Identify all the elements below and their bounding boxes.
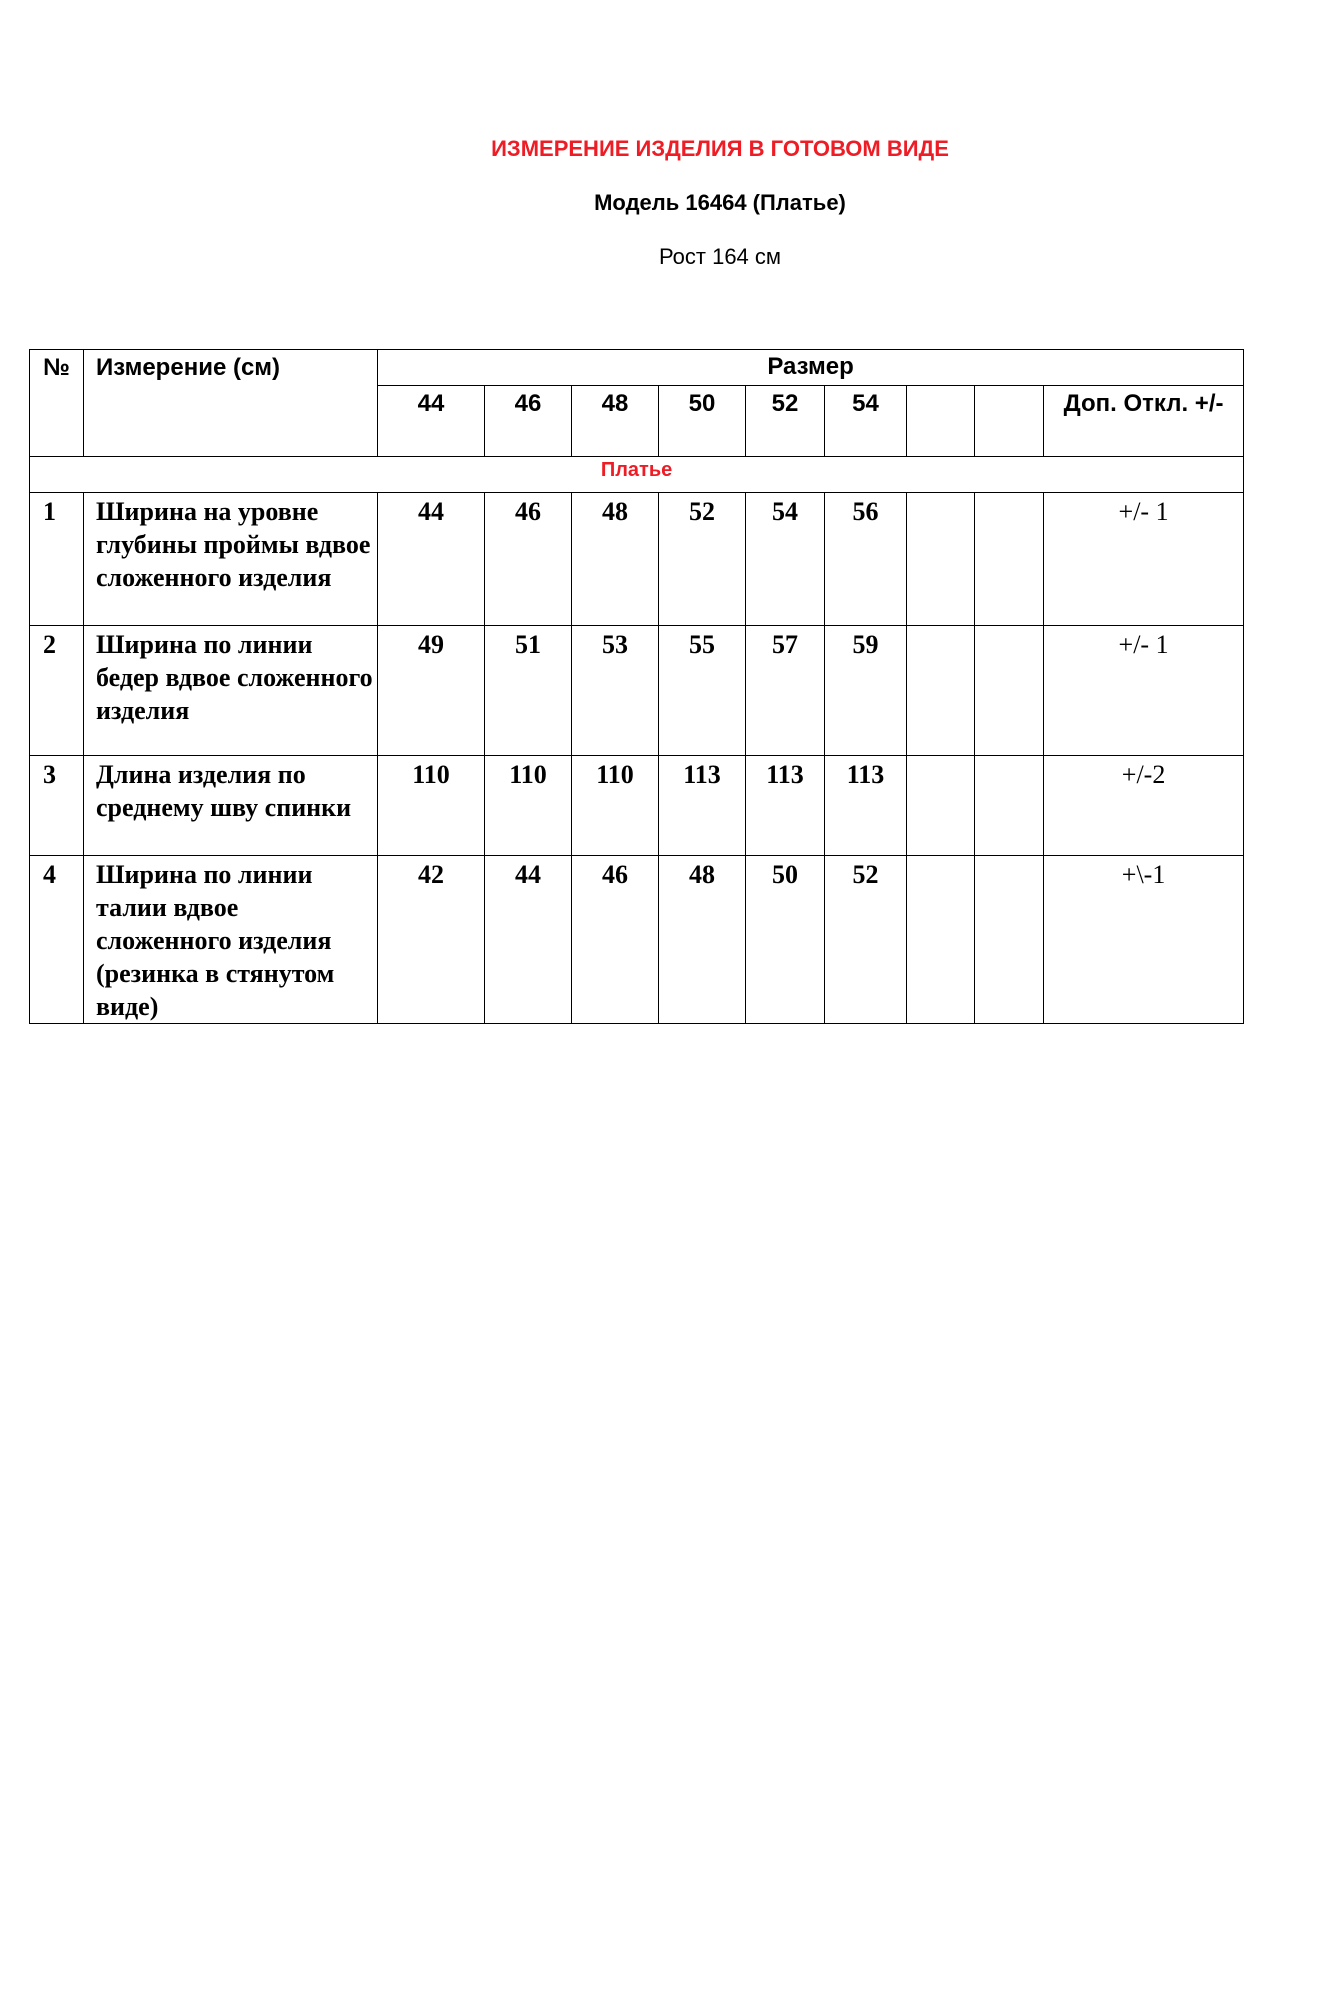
measurement-name: Ширина по линии талии вдвое сложенного изделия (резинка в стянутом виде) [84,856,378,1024]
size-header-cell: 46 [485,386,572,457]
value-cell: 42 [378,856,485,1024]
value-cell: 59 [825,626,907,756]
model-name: Модель 16464 (Платье) [594,190,846,215]
header-row [30,350,1244,386]
value-cell: 53 [572,626,659,756]
size-header-cell: 44 [378,386,485,457]
value-cell: 44 [378,493,485,626]
col-header-size: Размер [378,350,1244,386]
row-number: 2 [30,626,84,756]
value-cell: 56 [825,493,907,626]
value-cell: 52 [825,856,907,1024]
value-cell [907,626,975,756]
value-cell: 48 [659,856,746,1024]
height-note: Рост 164 см [658,244,782,269]
col-header-tolerance: Доп. Откл. +/- [1044,386,1244,457]
value-cell [975,626,1044,756]
value-cell [907,856,975,1024]
value-cell: 46 [485,493,572,626]
table-row [30,493,1244,626]
tolerance-cell: +\-1 [1044,856,1244,1024]
measurement-name: Ширина по линии бедер вдвое сложенного изделия [84,626,378,756]
value-cell: 110 [378,756,485,856]
measurement-table [29,349,1244,1024]
section-label: Платье [30,457,1244,493]
value-cell: 57 [746,626,825,756]
col-header-number: № [30,350,84,457]
value-cell: 50 [746,856,825,1024]
row-number: 4 [30,856,84,1024]
measurement-name: Ширина на уровне глубины проймы вдвое сложенного изделия [84,493,378,626]
value-cell: 52 [659,493,746,626]
value-cell: 54 [746,493,825,626]
table-row [30,756,1244,856]
size-header-cell [907,386,975,457]
value-cell: 48 [572,493,659,626]
tolerance-cell: +/- 1 [1044,493,1244,626]
value-cell: 49 [378,626,485,756]
value-cell: 46 [572,856,659,1024]
value-cell: 113 [825,756,907,856]
value-cell: 55 [659,626,746,756]
tolerance-cell: +/-2 [1044,756,1244,856]
size-header-cell: 50 [659,386,746,457]
size-header-cell: 52 [746,386,825,457]
value-cell [975,856,1044,1024]
size-header-cell [975,386,1044,457]
value-cell [907,756,975,856]
value-cell: 44 [485,856,572,1024]
value-cell: 113 [746,756,825,856]
col-header-measure: Измерение (см) [84,350,378,457]
size-header-cell: 54 [825,386,907,457]
value-cell: 113 [659,756,746,856]
size-header-cell: 48 [572,386,659,457]
table-row [30,626,1244,756]
value-cell: 51 [485,626,572,756]
row-number: 3 [30,756,84,856]
value-cell: 110 [485,756,572,856]
row-number: 1 [30,493,84,626]
measurement-name: Длина изделия по среднему шву спинки [84,756,378,856]
tolerance-cell: +/- 1 [1044,626,1244,756]
value-cell [907,493,975,626]
table-row [30,856,1244,1024]
document-title: ИЗМЕРЕНИЕ ИЗДЕЛИЯ В ГОТОВОМ ВИДЕ [491,136,949,161]
value-cell: 110 [572,756,659,856]
section-row [30,457,1244,493]
value-cell [975,756,1044,856]
value-cell [975,493,1044,626]
